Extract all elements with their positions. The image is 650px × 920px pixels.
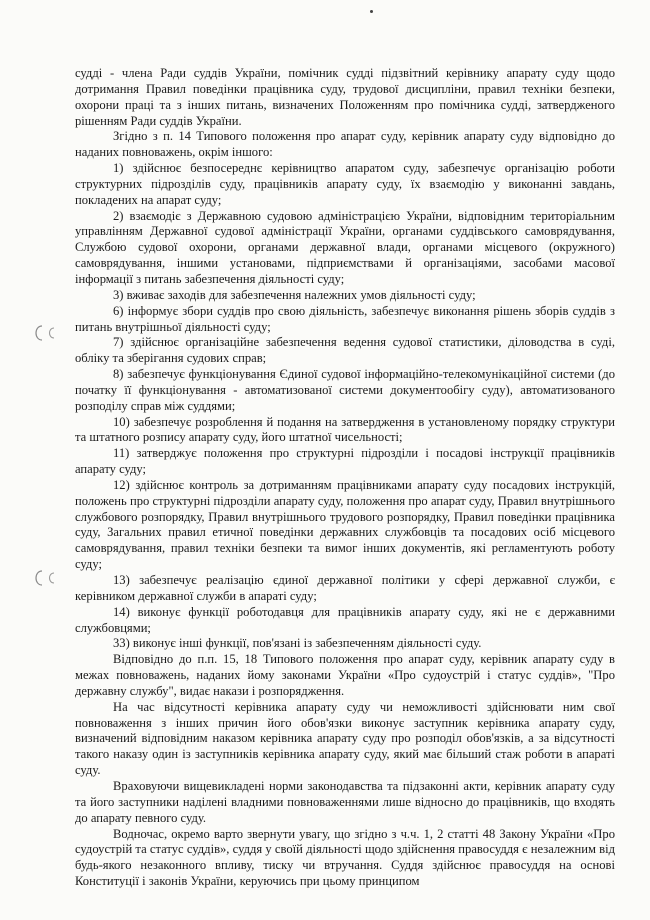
paragraph: На час відсутності керівника апарату суду чи неможливості здійснювати ним свої повноваження з інших причин його обов'язки виконує заступник керівника апарату суду, визначений відповідним наказом керівника апарату суду про розподіл обов'язків, а за відсутності такого наказу один із заступників керівника апарату суду, який має більший стаж роботи в апараті суду. <box>75 699 615 778</box>
paragraph: 6) інформує збори суддів про свою діяльність, забезпечує виконання рішень зборів суддів з питань внутрішньої діяльності суду; <box>75 303 615 334</box>
paragraph: 1) здійснює безпосереднє керівництво апаратом суду, забезпечує організацію роботи структурних підрозділів суду, працівників апарату суду, їх взаємодію у виконанні завдань, покладених на апарат суду; <box>75 161 615 207</box>
paragraph: Згідно з п. 14 Типового положення про апарат суду, керівник апарату суду відповідно до наданих повноважень, окрім іншого: <box>75 129 615 160</box>
paragraph: 7) здійснює організаційне забезпечення ведення судової статистики, діловодства в суді, обліку та зберігання судових справ; <box>75 335 615 366</box>
paragraph: 33) виконує інші функції, пов'язані із забезпеченням діяльності суду. <box>113 636 482 651</box>
paragraph: 3) вживає заходів для забезпечення належних умов діяльності суду; <box>113 287 476 302</box>
paragraph: Враховуючи вищевикладені норми законодавства та підзаконні акти, керівник апарату суду та його заступники наділені владними повноваженнями лише відносно до працівників, що входять до апарату певного суду. <box>75 778 615 825</box>
paragraph: судді - члена Ради суддів України, помічник судді підзвітний керівнику апарату суду щодо дотримання Правил поведінки працівника суду, трудової дисципліни, правил техніки безпеки, охорони праці та з інших питань, визначених Положенням про помічника судді, затвердженого рішенням Ради суддів України. <box>75 66 615 128</box>
paragraph: 12) здійснює контроль за дотриманням працівниками апарату суду посадових інструкцій, положень про структурні підрозділи апарату суду, положення про апарат суду, Правил внутрішнього службового розпорядку, Правил внутрішнього трудового розпорядку, Правил поведінки працівника суду, Загальних правил етичної поведінки державних службовців та посадових осіб місцевого самоврядування, правил техніки безпеки та вимог інших документів, які регламентують роботу суду; <box>75 477 615 572</box>
staple-hole-mark <box>29 567 59 589</box>
paragraph: 2) взаємодіє з Державною судовою адміністрацією України, відповідним територіальним управлінням Державної судової адміністрації України, органами суддівського самоврядування, Службою судової охорони, органами державної влади, органами місцевого (окружного) самоврядування, іншими установами, підприємствами й організаціями, засобами масової інформації з питань забезпечення діяльності суду; <box>75 208 615 286</box>
paragraph: 13) забезпечує реалізацію єдиної державної політики у сфері державної служби, є керівником державної служби в апараті суду; <box>75 573 615 603</box>
paragraph: Відповідно до п.п. 15, 18 Типового положення про апарат суду, керівник апарату суду в межах повноважень, наданих йому законами України «Про судоустрій і статус суддів», "Про державну службу", видає накази і розпорядження. <box>75 652 615 698</box>
scan-dot-mark <box>370 10 373 13</box>
paragraph: 8) забезпечує функціонування Єдиної судової інформаційно-телекомунікаційної системи (до початку її функціонування - автоматизованої системи документообігу суду), автоматизованого розподілу справ між суддями; <box>75 367 615 413</box>
paragraph: 11) затверджує положення про структурні підрозділи і посадові інструкції працівників апарату суду; <box>75 446 615 477</box>
paragraph: 14) виконує функції роботодавця для працівників апарату суду, які не є державними службовцями; <box>75 604 615 635</box>
staple-hole-mark <box>29 322 59 344</box>
paragraph: Водночас, окремо варто звернути увагу, що згідно з ч.ч. 1, 2 статті 48 Закону України «Про судоустрій та статус суддів», суддя у своїй діяльності щодо здійснення правосуддя є незалежним від будь-якого незаконного впливу, тиску чи втручання. Суддя здійснює правосуддя на основі Конституції і законів України, керуючись при цьому принципом <box>75 826 615 889</box>
document-body <box>75 66 615 890</box>
paragraph: 10) забезпечує розроблення й подання на затвердження в установленому порядку структури та штатного розпису апарату суду, його штатної чисельності; <box>75 414 615 445</box>
